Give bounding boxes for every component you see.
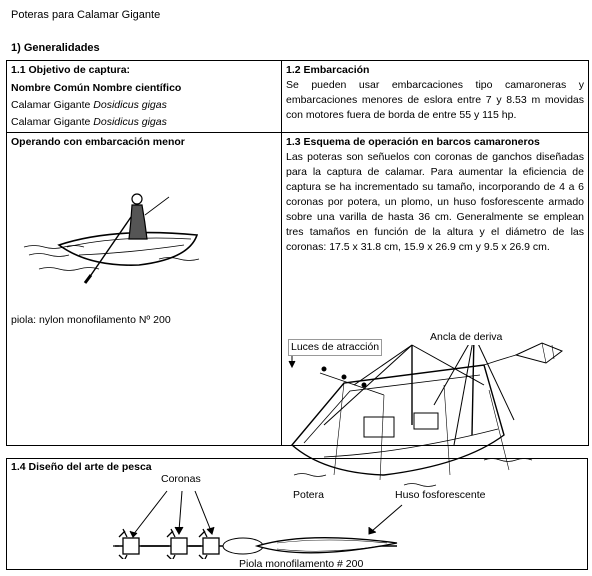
cell-objetivo [7,61,282,133]
fishing-gear-section [6,458,588,570]
esquema-text: Las poteras son señuelos con coronas de ganchos diseñadas para la captura de calamar. Para aumentar la eficiencia de captura se ha incrementado su tamaño, incorporando de 4 a 6 coronas por potera, un plomo, un huso fosforescente armado sobre una varilla de hasta 36 cm. Generalmente se emplean tres tamaños en función de la altura y el diámetro de las coronas: 17.5 x 31.8 cm, 15.9 x 26.9 cm y 9.5 x 26.9 cm. [286,151,584,253]
coronas-label: Coronas [161,473,201,485]
scientific-name: Dosidicus gigas [93,99,167,111]
jig-illustration [7,479,587,559]
common-name: Calamar Gigante [11,116,91,128]
ancla-label: Ancla de deriva [430,331,503,343]
common-name: Calamar Gigante [11,99,91,111]
general-info-table [6,60,589,446]
boat-heading: Operando con embarcación menor [11,136,185,148]
piola-label: Piola monofilamento # 200 [239,558,364,570]
huso-label: Huso fosforescente [395,489,486,501]
luces-label: Luces de atracción [288,339,382,356]
potera-label: Potera [293,489,324,501]
esquema-heading: 1.3 Esquema de operación en barcos camaroneros [286,136,540,148]
cell-embarcacion [282,61,589,133]
boat-caption: piola: nylon monofilamento Nº 200 [11,314,171,326]
section-heading: 1) Generalidades [11,42,100,54]
objetivo-heading: 1.1 Objetivo de captura: [11,64,131,76]
species-row [11,98,277,113]
cell-esquema [282,133,589,446]
diseno-heading: 1.4 Diseño del arte de pesca [11,461,152,473]
rowboat-illustration [19,177,209,287]
cell-boat [7,133,282,446]
embarcacion-heading: 1.2 Embarcación [286,64,370,76]
objetivo-subheading: Nombre Común Nombre científico [11,82,182,94]
scientific-name: Dosidicus gigas [93,116,167,128]
embarcacion-text: Se pueden usar embarcaciones tipo camaroneras y embarcaciones menores de eslora entre 7 y 8.53 m movidas con motores fuera de borda de entre 55 y 115 hp. [286,79,584,121]
page-title: Poteras para Calamar Gigante [11,9,161,21]
species-row [11,115,277,130]
